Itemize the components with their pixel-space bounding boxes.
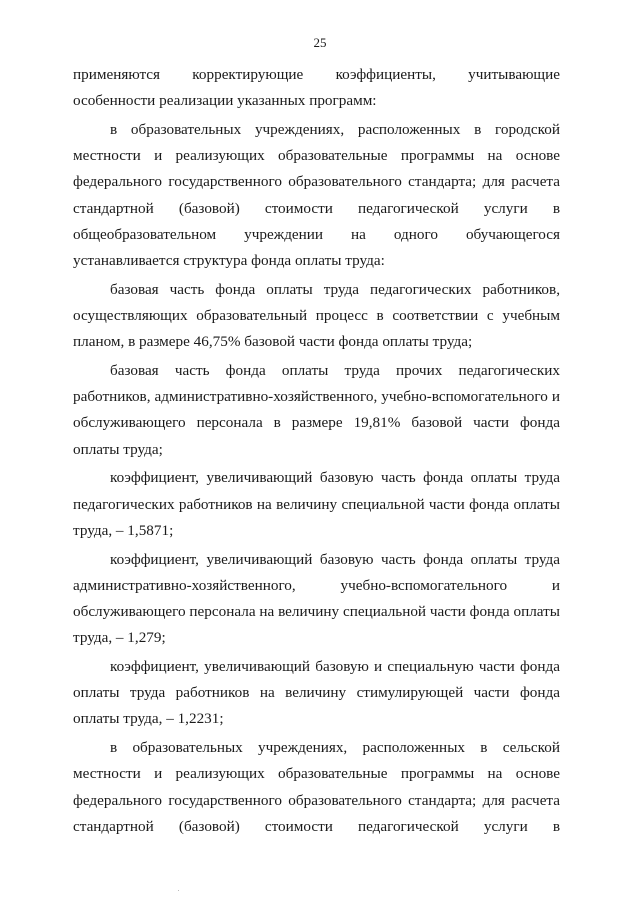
document-body	[73, 62, 560, 840]
paragraph-1: применяются корректирующие коэффициенты, учитывающие особенности реализации указанных программ:	[73, 66, 560, 110]
scan-speck	[178, 890, 179, 891]
paragraph-3: базовая часть фонда оплаты труда педагогических работников, осуществляющих образовательный процесс в соответствии с учебным планом, в размере 46,75% базовой части фонда оплаты труда;	[73, 280, 560, 351]
paragraph-7: коэффициент, увеличивающий базовую и специальную части фонда оплаты труда работников на величину стимулирующей части фонда оплаты труда, – 1,2231;	[73, 658, 560, 728]
paragraph-2: в образовательных учреждениях, расположенных в городской местности и реализующих образовательные программы на основе федерального государственного образовательного стандарта; для расчета стандартной (базовой) стоимости педагогической услуги в общеобразовательном учреждении на одного обучающегося устанавливается структура фонда оплаты труда:	[73, 121, 560, 270]
paragraph-5: коэффициент, увеличивающий базовую часть фонда оплаты труда педагогических работников на величину специальной части фонда оплаты труда, – 1,5871;	[73, 469, 560, 539]
page-number: 25	[313, 35, 327, 50]
paragraph-4: базовая часть фонда оплаты труда прочих педагогических работников, административно-хозяйственного, учебно-вспомогательного и обслуживающего персонала в размере 19,81% базовой части фонда оплаты труда;	[73, 362, 560, 458]
paragraph-6: коэффициент, увеличивающий базовую часть фонда оплаты труда административно-хозяйственного, учебно-вспомогательного и обслуживающего персонала на величину специальной части фонда оплаты труда, – 1,279;	[73, 550, 560, 647]
paragraph-8: в образовательных учреждениях, расположенных в сельской местности и реализующих образовательные программы на основе федерального государственного образовательного стандарта; для расчета стандартной (базовой) стоимости педагогической услуги в	[73, 739, 560, 835]
